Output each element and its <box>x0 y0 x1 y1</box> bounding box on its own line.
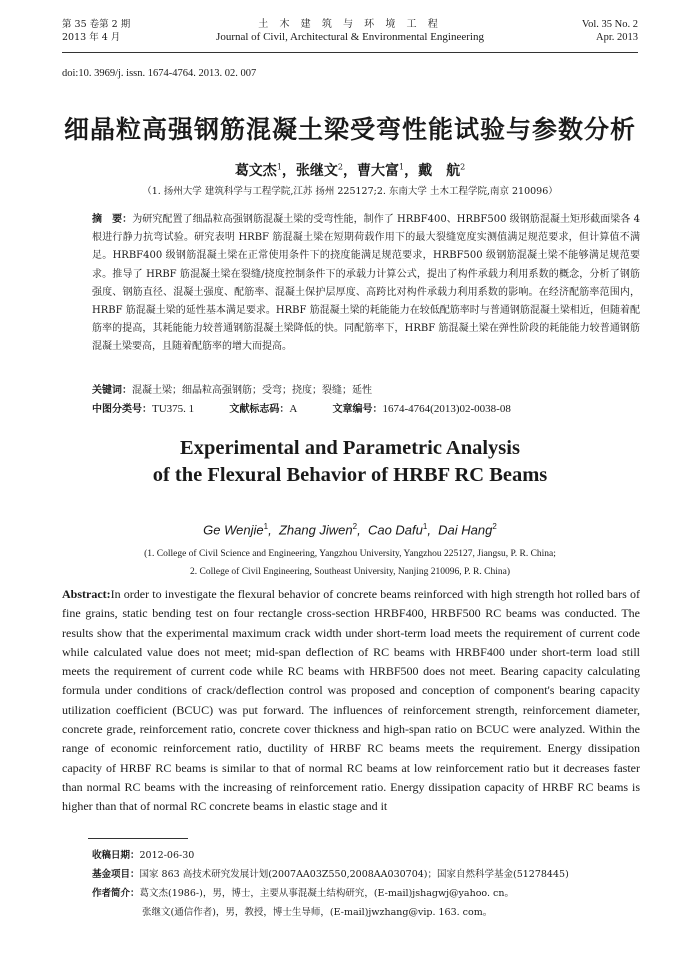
affiliation-en-line-1: (1. College of Civil Science and Engineering, Yangzhou University, Yangzhou 225127, Jiangsu, P. R. China; <box>144 549 556 559</box>
footnote-fund <box>92 865 640 884</box>
article-label: 文章编号： <box>332 404 383 415</box>
author-cn-2: 张继文 <box>295 163 338 179</box>
author-en-3: Cao Dafu <box>367 522 423 538</box>
code-value: A <box>289 403 298 415</box>
author-cn-4: 戴 航 <box>418 163 461 179</box>
code-label: 文献标志码： <box>229 404 290 415</box>
author-cn-3-sup: 1 <box>399 162 405 172</box>
keywords-cn-text: 混凝土梁；细晶粒高强钢筋；受弯；挠度；裂缝；延性 <box>132 385 372 396</box>
affiliation-cn: （1. 扬州大学 建筑科学与工程学院,江苏 扬州 225127;2. 东南大学 土木工程学院,南京 210096） <box>142 186 558 197</box>
bio-label: 作者简介： <box>92 888 140 899</box>
footnote-divider <box>88 838 188 839</box>
authors-en: Ge Wenjie$^1$, Zhang Jiwen$^2$, Cao Dafu$^1$, Dai Hang$^2$ <box>203 522 497 538</box>
author-cn-2-sup: 2 <box>337 162 343 172</box>
header-date-en: Apr. 2013 <box>596 32 638 43</box>
abstract-en-text: In order to investigate the flexural behavior of concrete beams reinforced with high strength hot rolled bars of fine grains, static bending test on four rectangle cross-section HRBF400, HRBF500 RC beams was conducted. The results show that the experimental maximum crack width under short-term load meets the requirement of current code while calculated value does not meet; mid-span deflection of RC beams with HRBF400 under short-term load still meets the requirement of current code while RC beams with HRBF500 does not meet. Bearing capacity calculating formula under conditions of crack/deflection control was proposed and conception of component's bearing capacity utilization coefficient (BCUC) was put forward. The influences of reinforcement strength, reinforcement diameter, concrete grade, reinforcement ratio, concrete cover thickness and high-span ratio on BCUC were analyzed. Within the range of economic reinforcement ratio, ductility of HRBF RC beams meets the requirement. Energy dissipation capacity of HRBF RC beams is similar to that of normal RC beams at low reinforcement ratio but it decreases faster than normal RC beams with the increasing of reinforcement ratio. Energy dissipation capacity of HRBF RC beams is higher than that of normal RC concrete beams in elastic stage and it <box>62 587 640 814</box>
author-cn-3: 曹大富 <box>357 163 399 179</box>
title-cn: 细晶粒高强钢筋混凝土梁受弯性能试验与参数分析 <box>63 115 636 144</box>
author-en-1: Ge Wenjie <box>203 522 264 538</box>
header-volume-en: Vol. 35 No. 2 <box>581 19 638 30</box>
header-journal-en: Journal of Civil, Architectural & Environmental Engineering <box>216 31 484 43</box>
received-label: 收稿日期： <box>92 850 140 861</box>
keywords-cn-label: 关键词： <box>92 385 132 396</box>
footnotes <box>92 846 640 922</box>
clc-value: TU375. 1 <box>152 403 195 415</box>
running-header <box>62 18 638 53</box>
header-volume-cn: 第 35 卷第 2 期 <box>62 19 131 30</box>
header-journal <box>62 18 638 44</box>
footnote-bio <box>92 884 640 903</box>
author-cn-1-sup: 1 <box>276 162 282 172</box>
doi: doi:10. 3969/j. issn. 1674-4764. 2013. 02. 007 <box>62 68 257 79</box>
abstract-en-label: Abstract: <box>62 587 111 601</box>
keywords-cn <box>92 381 640 396</box>
author-en-4-sup: 2 <box>492 522 497 531</box>
footnote-bio-2: 张继文(通信作者)，男，教授，博士生导师，(E-mail)jwzhang@vip. 163. com。 <box>142 907 493 918</box>
affiliation-en-line-2: 2. College of Civil Engineering, Southeast University, Nanjing 210096, P. R. China) <box>190 567 510 577</box>
authors-cn: 葛文杰$^1$，张继文$^2$，曹大富$^1$，戴 航$^2$ <box>234 162 466 179</box>
author-en-2-sup: 2 <box>352 522 358 531</box>
clc-label: 中图分类号： <box>92 404 152 415</box>
author-cn-4-sup: 2 <box>460 162 466 172</box>
abstract-cn <box>92 211 640 357</box>
author-en-4: Dai Hang <box>438 522 493 538</box>
title-en-line-1: Experimental and Parametric Analysis <box>180 437 520 459</box>
bio-first-author: 葛文杰(1986-)，男，博士，主要从事混凝土结构研究，(E-mail)jshagwj@yahoo. cn。 <box>139 888 514 899</box>
clc-number <box>92 404 194 415</box>
abstract-en <box>62 585 640 817</box>
article-number <box>333 404 511 415</box>
header-journal-cn: 土 木 建 筑 与 环 境 工 程 <box>258 19 442 30</box>
footnote-received <box>92 846 640 865</box>
fund-text: 国家 863 高技术研究发展计划(2007AA03Z550,2008AA030704)；国家自然科学基金(51278445) <box>139 869 569 880</box>
header-date-cn: 2013 年 4 月 <box>62 32 121 43</box>
classification-line <box>92 400 640 415</box>
author-en-3-sup: 1 <box>422 522 428 531</box>
author-cn-1: 葛文杰 <box>234 163 277 179</box>
author-en-1-sup: 1 <box>263 522 269 531</box>
affiliation-en <box>0 545 700 581</box>
author-en-2: Zhang Jiwen <box>278 522 353 538</box>
fund-label: 基金项目： <box>92 869 140 880</box>
abstract-cn-text: 为研究配置了细晶粒高强钢筋混凝土梁的受弯性能，制作了 HRBF400、HRBF500 级钢筋混凝土矩形截面梁各 4 根进行静力抗弯试验。研究表明 HRBF 筋混凝土梁在短期荷载作用下的最大裂缝宽度实测值满足规范要求，但计算值不满足。HRBF400 级钢筋混凝土梁在正常使用条件下的挠度能满足规范要求，HRBF500 级钢筋混凝土梁不能够满足规范要求。推导了 HRBF 筋混凝土梁在裂缝/挠度控制条件下的承载力计算公式，提出了构件承载力利用系数的概念，分析了钢筋强度、钢筋直径、混凝土强度、配筋率、混凝土保护层厚度、高跨比对构件承载力利用系数的影响。在经济配筋率范围内，HRBF 筋混凝土梁的延性基本满足要求。HRBF 筋混凝土梁的耗能能力在较低配筋率时与普通钢筋混凝土梁相近，但随着配筋率的提高，其耗能能力较普通钢筋混凝土梁降低的快。同配筋率下，HRBF 筋混凝土梁在弹性阶段的耗能能力较普通钢筋混凝土梁要高，且随着配筋率的增大而提高。 <box>92 214 640 353</box>
article-value: 1674-4764(2013)02-0038-08 <box>382 403 511 415</box>
title-en <box>0 435 700 489</box>
received-date: 2012-06-30 <box>139 850 195 861</box>
title-en-line-2: of the Flexural Behavior of HRBF RC Beams <box>152 464 548 486</box>
header-issue-en <box>582 18 638 44</box>
document-code <box>229 404 297 415</box>
abstract-cn-label: 摘 要： <box>92 214 133 225</box>
